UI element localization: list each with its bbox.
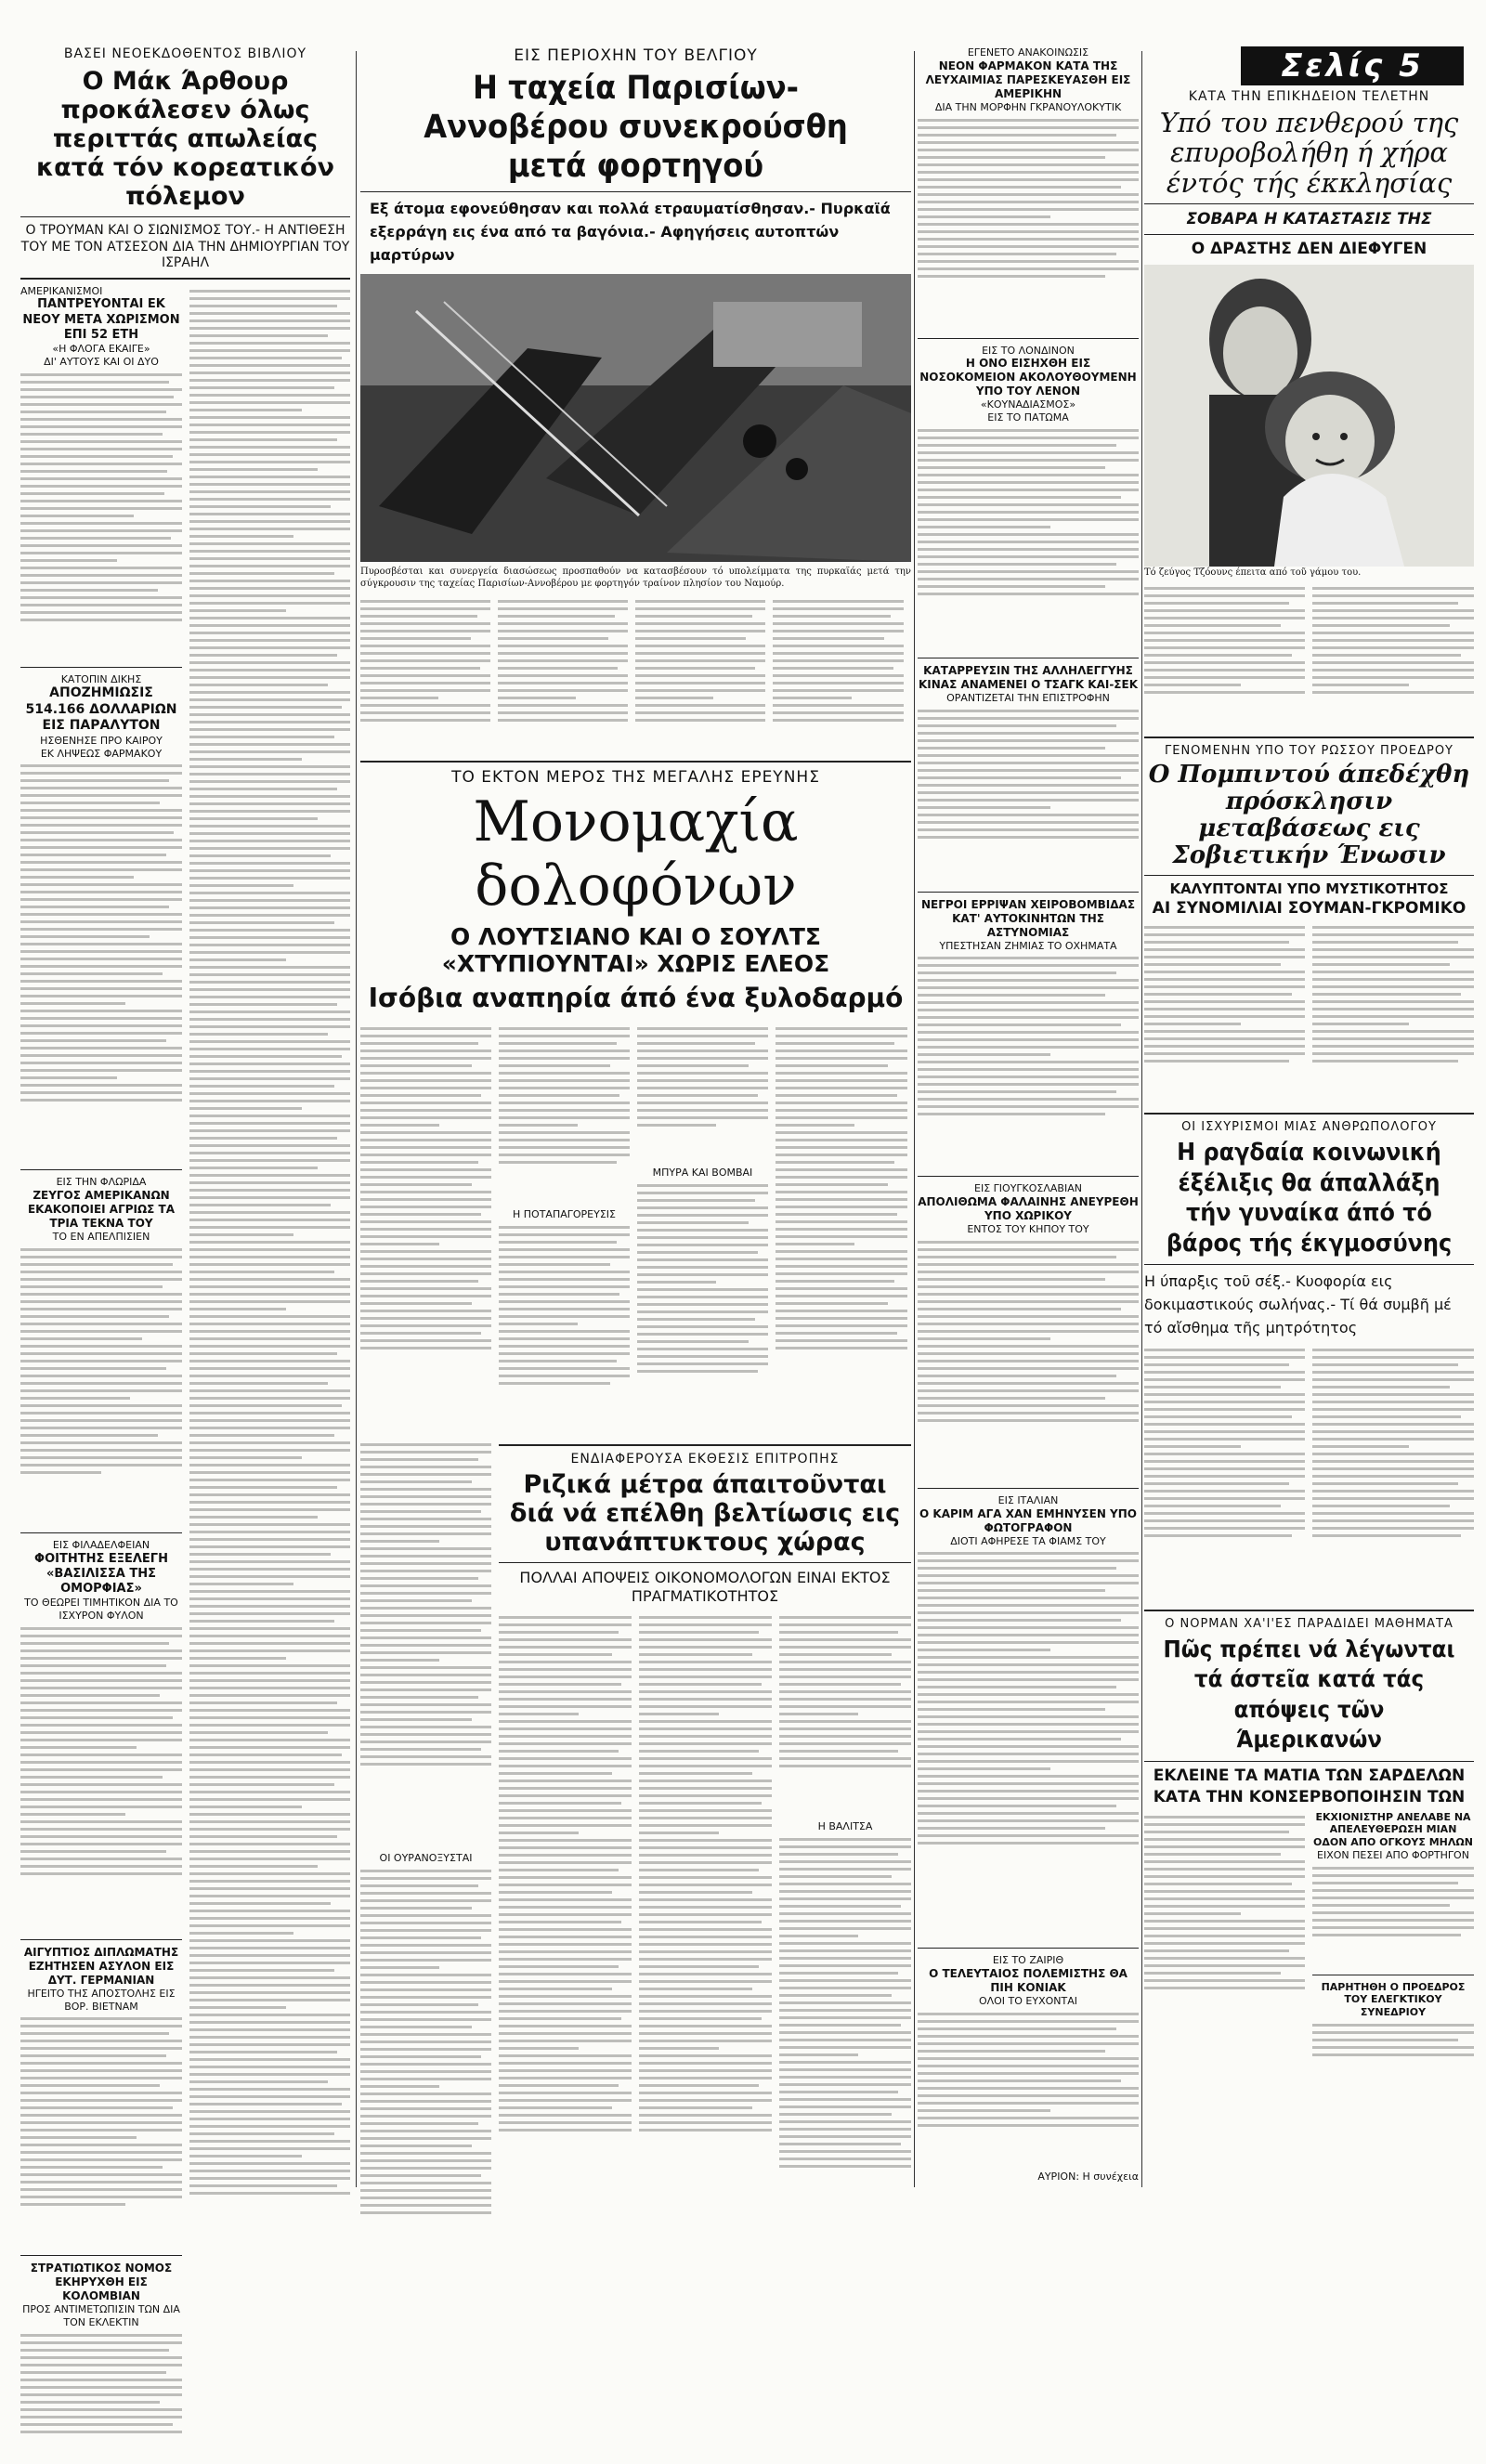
section-kicker: ΕΙΣ ΤΟ ΛΟΝΔΙΝΟΝ (982, 344, 1075, 357)
article-kicker: ΕΙΣ ΠΕΡΙΟΧΗΝ ΤΟΥ ΒΕΛΓΙΟΥ (514, 46, 758, 65)
section-subheadline: ΟΡΑΝΤΙΖΕΤΑΙ ΤΗΝ ΕΠΙΣΤΡΟΦΗΝ (946, 691, 1110, 704)
article-headline: Η ταχεία Παρισίων-Αννοβέρου συνεκρούσθη μετά φορτηγού (424, 70, 848, 185)
section-subheadline: ΟΛΟΙ ΤΟ ΕΥΧΟΝΤΑΙ (978, 1995, 1078, 2007)
article-body-text (1144, 582, 1305, 731)
section-subheadline: ΗΣΘΕΝΗΣΕ ΠΡΟ ΚΑΙΡΟΥ (40, 734, 163, 747)
couple-photo (1144, 265, 1474, 567)
report-headline: Ριζικά μέτρα άπαιτοῦνται διά νά επέλθη βελτίωσις εις υπανάπτυκτους χώρας (509, 1469, 901, 1557)
inner-subhead: ΟΙ ΟΥΡΑΝΟΞΥΣΤΑΙ (379, 1851, 473, 1864)
series-kicker: ΤΟ ΕΚΤΟΝ ΜΕΡΟΣ ΤΗΣ ΜΕΓΑΛΗΣ ΕΡΕΥΝΗΣ (451, 768, 820, 788)
article-body-text (776, 1023, 907, 1431)
inner-subhead: Η ΠΟΤΑΠΑΓΟΡΕΥΣΙΣ (513, 1208, 616, 1221)
article-body-text (918, 1241, 1139, 1482)
article-body-text (1312, 2024, 1474, 2079)
article-body-text (499, 1611, 632, 2285)
page-label: Σελίς 5 (1241, 46, 1464, 85)
report-subheadline: ΠΟΛΛΑΙ ΑΠΟΨΕΙΣ ΟΙΚΟΝΟΜΟΛΟΓΩΝ ΕΙΝΑΙ ΕΚΤΟΣ ΠΡΑΓΜΑΤΙΚΟΤΗΤΟΣ (519, 1568, 891, 1605)
article-headline: Ο Πομπιντού άπεδέχθη πρόσκλησιν μεταβάσεως εις Σοβιετικήν Ένωσιν (1148, 760, 1470, 870)
article-body-text (918, 2013, 1139, 2171)
article-subheadline: Η ύπαρξις τοῦ σέξ.- Κυοφορία εις δοκιμαστικούς σωλήνας.- Τί θά συμβῆ μέ τό αἴσθημα τῆς μητρότητος (1144, 1272, 1452, 1336)
section-headline: ΣΤΡΑΤΙΩΤΙΚΟΣ ΝΟΜΟΣ ΕΚΗΡΥΧΘΗ ΕΙΣ ΚΟΛΟΜΒΙΑΝ (30, 2262, 173, 2303)
column-3 (918, 46, 1139, 2192)
article-headline: Η ραγδαία κοινωνική έξέλιξις θα άπαλλάξη τήν γυναίκα άπό τό βάρος τής έκγμοσύνης (1166, 1139, 1453, 1258)
series-subheadline: Ισόβια αναπηρία άπό ένα ξυλοδαρμό (368, 982, 904, 1013)
section-kicker: ΕΙΣ ΤΗΝ ΦΛΩΡΙΔΑ (56, 1176, 147, 1189)
section-kicker: ΕΙΣ ΙΤΑΛΙΑΝ (997, 1493, 1059, 1506)
article-body-text (499, 1226, 630, 1435)
section-headline: ΦΟΙΤΗΤΗΣ ΕΞΕΛΕΓΗ «ΒΑΣΙΛΙΣΣΑ ΤΗΣ ΟΜΟΡΦΙΑΣ» (34, 1551, 168, 1597)
article-kicker: Ο ΝΟΡΜΑΝ ΧΑ'Ι'ΕΣ ΠΑΡΑΔΙΔΕΙ ΜΑΘΗΜΑΤΑ (1165, 1616, 1453, 1631)
article-body-text (1312, 582, 1474, 731)
article-body-text (918, 957, 1139, 1170)
series-title: Μονομαχία δολοφόνων (473, 789, 799, 919)
article-subheadline: ΣΟΒΑΡΑ Η ΚΑΤΑΣΤΑΣΙΣ ΤΗΣ (1186, 210, 1432, 229)
column-rule (356, 51, 357, 2187)
article-subheadline: ΑΙ ΣΥΝΟΜΙΛΙΑΙ ΣΟΥΜΑΝ-ΓΚΡΟΜΙΚΟ (1152, 898, 1466, 918)
article-subheadline: Ο ΔΡΑΣΤΗΣ ΔΕΝ ΔΙΕΦΥΓΕΝ (1191, 240, 1427, 259)
article-body-text (1144, 1344, 1305, 1604)
article-headline: Πῶς πρέπει νά λέγωνται τά άστεῖα κατά τάς απόψεις τῶν Άμερικανών (1163, 1635, 1455, 1753)
section-kicker: ΕΙΣ ΦΙΛΑΔΕΛΦΕΙΑΝ (52, 1538, 150, 1551)
column-4 (1144, 89, 1474, 2193)
section-headline: ΚΑΤΑΡΡΕΥΣΙΝ ΤΗΣ ΑΛΛΗΛΕΓΓΥΗΣ ΚΙΝΑΣ ΑΝΑΜΕΝΕΙ Ο ΤΣΑΓΚ ΚΑΙ-ΣΕΚ (918, 663, 1138, 691)
section-subheadline: ΤΟ ΘΕΩΡΕΙ ΤΙΜΗΤΙΚΟΝ ΔΙΑ ΤΟ ΙΣΧΥΡΟΝ ΦΥΛΟΝ (24, 1597, 178, 1623)
section-headline: ΖΕΥΓΟΣ ΑΜΕΡΙΚΑΝΩΝ ΕΚΑΚΟΠΟΙΕΙ ΑΓΡΙΩΣ ΤΑ ΤΡΙΑ ΤΕΚΝΑ ΤΟΥ (27, 1189, 176, 1231)
inner-subhead: ΜΠΥΡΑ ΚΑΙ ΒΟΜΒΑΙ (652, 1167, 753, 1180)
article-body-text (918, 710, 1139, 886)
article-body-text (1312, 1344, 1474, 1604)
section-headline: ΝΕΟΝ ΦΑΡΜΑΚΟΝ ΚΑΤΑ ΤΗΣ ΛΕΥΧΑΙΜΙΑΣ ΠΑΡΕΣΚΕΥΑΣΘΗ ΕΙΣ ΑΜΕΡΙΚΗΝ (925, 59, 1131, 100)
article-body-text (637, 1027, 768, 1167)
article-body-text (20, 1248, 182, 1527)
section-subheadline: ΤΟ ΕΝ ΑΠΕΛΠΙΣΙΕΝ (52, 1231, 150, 1244)
article-body-text (20, 2017, 182, 2249)
section-kicker: ΕΙΣ ΓΙΟΥΓΚΟΣΛΑΒΙΑΝ (974, 1182, 1082, 1195)
inner-subhead: Η ΒΑΛΙΤΣΑ (817, 1819, 873, 1832)
series-subheadline: Ο ΛΟΥΤΣΙΑΝΟ ΚΑΙ Ο ΣΟΥΛΤΣ «ΧΤΥΠΙΟΥΝΤΑΙ» ΧΩΡΙΣ ΕΛΕΟΣ (441, 923, 830, 978)
article-body-text (20, 1627, 182, 1934)
photo-caption: Πυροσβέσται και συνεργεία διασώσεως προσπαθούν να κατασβέσουν τό υπολείμματα της πυρκαϊάς μετά την σύγκρουσιν της ταχείας Παρισίων-Αννοβέρου με φορτηγόν τραίνον πλησίον του Ναμούρ. (360, 567, 911, 590)
article-subheadline: Ο ΤΡΟΥΜΑΝ ΚΑΙ Ο ΣΙΩΝΙΣΜΟΣ ΤΟΥ.- Η ΑΝΤΙΘΕΣΗ ΤΟΥ ΜΕ ΤΟΝ ΑΤΣΕΣΟΝ ΔΙΑ ΤΗΝ ΔΗΜΙΟΥΡΓΙΑΝ ΤΟΥ ΙΣΡΑΗΛ (20, 223, 350, 271)
article-body-text (498, 595, 628, 753)
article-body-text (360, 1870, 491, 2315)
section-subheadline: ΕΝΤΟΣ ΤΟΥ ΚΗΠΟΥ ΤΟΥ (967, 1223, 1089, 1235)
section-kicker: ΕΓΕΝΕΤΟ ΑΝΑΚΟΙΝΩΣΙΣ (967, 46, 1089, 59)
article-subheadline: ΚΑΛΥΠΤΟΝΤΑΙ ΥΠΟ ΜΥΣΤΙΚΟΤΗΤΟΣ (1169, 880, 1449, 898)
article-body-text (20, 2334, 182, 2464)
article-body-text (189, 290, 350, 2259)
article-subheadline: ΕΚΛΕΙΝΕ ΤΑ ΜΑΤΙΑ ΤΩΝ ΣΑΡΔΕΛΩΝ (1153, 1766, 1466, 1785)
article-body-text (918, 429, 1139, 652)
article-body-text (1312, 1867, 1474, 1969)
article-body-text (773, 595, 904, 753)
article-body-text (360, 1023, 491, 1431)
column-rule (1141, 51, 1142, 2187)
article-kicker: ΟΙ ΙΣΧΥΡΙΣΜΟΙ ΜΙΑΣ ΑΝΘΡΩΠΟΛΟΓΟΥ (1181, 1120, 1437, 1135)
article-subheadline: Εξ άτομα εφονεύθησαν και πολλά ετραυματίσθησαν.- Πυρκαϊά εξερράγη εις ένα από τα βαγόνια.- Αφηγήσεις αυτοπτών μαρτύρων (370, 200, 891, 264)
article-body-text (635, 595, 765, 753)
photo-caption: Τό ζεύγος Τζόουνς έπειτα από τοῦ γάμου του. (1144, 567, 1362, 578)
section-headline: ΕΚΧΙΟΝΙΣΤΗΡ ΑΝΕΛΑΒΕ ΝΑ ΑΠΕΛΕΥΘΕΡΩΣΗ ΜΙΑΝ ΟΔΟΝ ΑΠΟ ΟΓΚΟΥΣ ΜΗΛΩΝ (1313, 1810, 1473, 1849)
section-headline: ΑΙΓΥΠΤΙΟΣ ΔΙΠΛΩΜΑΤΗΣ ΕΖΗΤΗΣΕΝ ΑΣΥΛΟΝ ΕΙΣ ΔΥΤ. ΓΕΡΜΑΝΙΑΝ (23, 1945, 179, 1987)
article-body-text (779, 1616, 911, 1820)
section-headline: ΠΑΡΗΤΗΘΗ Ο ΠΡΟΕΔΡΟΣ ΤΟΥ ΕΛΕΓΚΤΙΚΟΥ ΣΥΝΕΔΡΙΟΥ (1321, 1980, 1466, 2019)
article-body-text (779, 1838, 911, 2293)
article-body-text (1144, 921, 1305, 1107)
article-body-text (639, 1611, 772, 2285)
section-subheadline: ΔΙΑ ΤΗΝ ΜΟΡΦΗΝ ΓΚΡΑΝΟΥΛΟΚΥΤΙΚ (934, 100, 1122, 113)
section-headline: ΑΠΟΛΙΘΩΜΑ ΦΑΛΑΙΝΗΣ ΑΝΕΥΡΕΘΗ ΥΠΟ ΧΩΡΙΚΟΥ (918, 1195, 1139, 1222)
section-subheadline: ΕΙΣ ΤΟ ΠΑΤΩΜΑ (987, 411, 1069, 424)
section-headline: Ο ΚΑΡΙΜ ΑΓΑ ΧΑΝ ΕΜΗΝΥΣΕΝ ΥΠΟ ΦΩΤΟΓΡΑΦΟΝ (919, 1506, 1137, 1534)
article-subheadline: ΚΑΤΑ ΤΗΝ ΚΟΝΣΕΡΒΟΠΟΙΗΣΙΝ ΤΩΝ (1153, 1788, 1466, 1807)
article-body-text (20, 764, 182, 1164)
article-body-text (499, 1027, 630, 1208)
article-body-text (1312, 921, 1474, 1107)
train-crash-photo (360, 274, 911, 562)
article-body-text (1144, 1811, 1305, 2053)
section-subheadline: ΔΙ' ΑΥΤΟΥΣ ΚΑΙ ΟΙ ΔΥΟ (44, 355, 159, 368)
column-rule (914, 51, 915, 2187)
article-body-text (918, 119, 1139, 332)
section-headline: ΝΕΓΡΟΙ ΕΡΡΙΨΑΝ ΧΕΙΡΟΒΟΜΒΙΔΑΣ ΚΑΤ' ΑΥΤΟΚΙΝΗΤΩΝ ΤΗΣ ΑΣΤΥΝΟΜΙΑΣ (920, 897, 1136, 939)
report-kicker: ΕΝΔΙΑΦΕΡΟΥΣΑ ΕΚΘΕΣΙΣ ΕΠΙΤΡΟΠΗΣ (570, 1451, 840, 1467)
article-headline: Υπό του πενθερού της επυροβολήθη ή χήρα έντός τής έκκλησίας (1159, 107, 1459, 199)
article-body-text (637, 1184, 768, 1435)
section-headline: ΑΠΟΖΗΜΙΩΣΙΣ 514.166 ΔΟΛΛΑΡΙΩΝ ΕΙΣ ΠΑΡΑΛΥΤΟΝ (25, 685, 177, 734)
article-body-text (918, 1552, 1139, 1942)
column-2 (360, 46, 911, 2192)
section-subheadline: ΔΙΟΤΙ ΑΦΗΡΕΣΕ ΤΑ ΦΙΑΜΣ ΤΟΥ (950, 1534, 1106, 1547)
section-subheadline: ΕΚ ΛΗΨΕΩΣ ΦΑΡΜΑΚΟΥ (40, 747, 163, 760)
section-headline: ΠΑΝΤΡΕΥΟΝΤΑΙ ΕΚ ΝΕΟΥ ΜΕΤΑ ΧΩΡΙΣΜΟΝ ΕΠΙ 52 ΕΤΗ (22, 297, 180, 342)
column-1 (20, 46, 350, 2329)
section-kicker: ΚΑΤΟΠΙΝ ΔΙΚΗΣ (60, 672, 142, 685)
article-kicker: ΓΕΝΟΜΕΝΗΝ ΥΠΟ ΤΟΥ ΡΩΣΣΟΥ ΠΡΟΕΔΡΟΥ (1164, 743, 1453, 758)
continued-footer: ΑΥΡΙΟΝ: Η συνέχεια (1037, 2170, 1139, 2183)
section-subheadline: ΥΠΕΣΤΗΣΑΝ ΖΗΜΙΑΣ ΤΟ ΟΧΗΜΑΤΑ (939, 939, 1117, 952)
section-subheadline: «Η ΦΛΟΓΑ ΕΚΑΙΓΕ» (52, 343, 150, 356)
article-kicker: ΚΑΤΑ ΤΗΝ ΕΠΙΚΗΔΕΙΟΝ ΤΕΛΕΤΗΝ (1188, 89, 1430, 104)
article-body-text (360, 595, 490, 753)
section-headline: Η ΟΝΟ ΕΙΣΗΧΘΗ ΕΙΣ ΝΟΣΟΚΟΜΕΙΟΝ ΑΚΟΛΟΥΘΟΥΜΕΝΗ ΥΠΟ ΤΟΥ ΛΕΝΟΝ (919, 357, 1137, 398)
article-body-text (360, 1443, 491, 1852)
section-subheadline: ΕΙΧΟΝ ΠΕΣΕΙ ΑΠΟ ΦΟΡΤΗΓΟΝ (1317, 1848, 1469, 1861)
section-subheadline: ΗΓΕΙΤΟ ΤΗΣ ΑΠΟΣΤΟΛΗΣ ΕΙΣ ΒΟΡ. ΒΙΕΤΝΑΜ (27, 1987, 176, 2013)
article-body-text (20, 373, 182, 661)
section-kicker: ΑΜΕΡΙΚΑΝΙΣΜΟΙ (20, 284, 103, 297)
section-headline: Ο ΤΕΛΕΥΤΑΙΟΣ ΠΟΛΕΜΙΣΤΗΣ ΘΑ ΠΙΗ ΚΟΝΙΑΚ (929, 1967, 1128, 1994)
section-kicker: ΕΙΣ ΤΟ ΖΑΙΡΙΘ (992, 1954, 1064, 1967)
article-headline: Ο Μάκ Άρθουρ προκάλεσεν όλως περιττάς απωλείας κατά τόν κορεατικόν πόλεμον (36, 67, 334, 212)
section-subheadline: «ΚΟΥΝΑΔΙΑΣΜΟΣ» (980, 398, 1076, 411)
section-subheadline: ΠΡΟΣ ΑΝΤΙΜΕΤΩΠΙΣΙΝ ΤΩΝ ΔΙΑ ΤΟΝ ΕΚΛΕΚΤΙΝ (22, 2303, 180, 2329)
article-kicker: ΒΑΣΕΙ ΝΕΟΕΚΔΟΘΕΝΤΟΣ ΒΙΒΛΙΟΥ (63, 46, 307, 61)
